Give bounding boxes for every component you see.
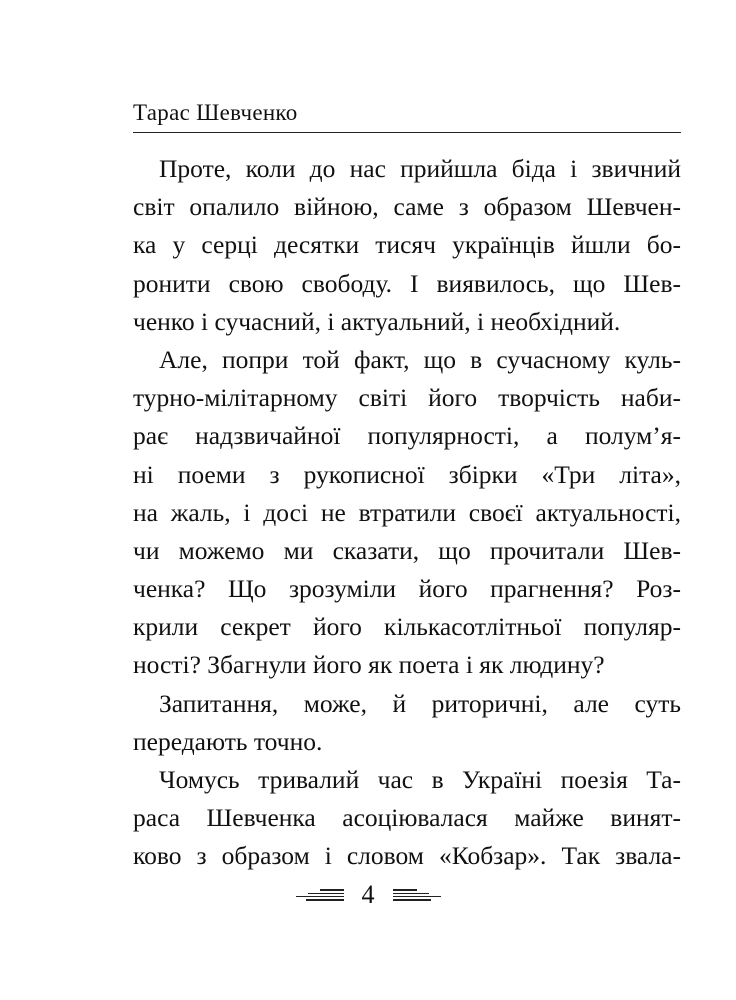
paragraph	[133, 761, 681, 876]
text-line: Проте, коли до нас прийшла біда і звичний	[159, 154, 681, 183]
text-line: ка у серці десятки тисяч українців йшли бо-	[133, 230, 681, 260]
text-line: ності? Збагнули його як поета і як людину?	[133, 650, 605, 680]
text-line: Чомусь тривалий час в Україні поезія Та-	[159, 765, 681, 794]
paragraph	[133, 685, 681, 761]
text-line: чи можемо ми сказати, що прочитали Шев-	[133, 535, 681, 565]
paragraph	[133, 341, 681, 685]
header-rule	[133, 132, 681, 133]
text-line: крили секрет його кількасотлітньої популяр-	[133, 612, 681, 642]
page-number: 4	[361, 880, 375, 909]
right-ornament-icon	[393, 889, 441, 901]
body-text	[133, 150, 681, 876]
text-line: на жаль, і досі не втратили своєї актуальності,	[133, 497, 681, 527]
text-line: ково з образом і словом «Кобзар». Так звала-	[133, 841, 681, 871]
text-line: ні поеми з рукописної збірки «Три літа»,	[133, 459, 681, 489]
text-line: Але, попри той факт, що в сучасному куль-	[159, 344, 681, 374]
text-line: Запитання, може, й риторичні, але суть	[159, 688, 681, 718]
running-head-title: Тарас Шевченко	[133, 100, 298, 125]
paragraph	[133, 150, 681, 341]
text-line: турно-мілітарному світі його творчість наби-	[133, 383, 681, 413]
text-line: ронити свою свободу. І виявилось, що Шев-	[133, 268, 681, 298]
text-line: рає надзвичайної популярності, а полум’я-	[133, 421, 681, 451]
text-line: ченка? Що зрозуміли його прагнення? Роз-	[133, 574, 681, 604]
left-ornament-icon	[296, 889, 344, 901]
text-line: передають точно.	[133, 726, 323, 756]
text-line: світ опалило війною, саме з образом Шевчен-	[133, 192, 681, 222]
text-line: раса Шевченка асоціювалася майже винят-	[133, 803, 681, 833]
page-footer	[0, 882, 736, 908]
text-line: ченко і сучасний, і актуальний, і необхідний.	[133, 306, 621, 336]
